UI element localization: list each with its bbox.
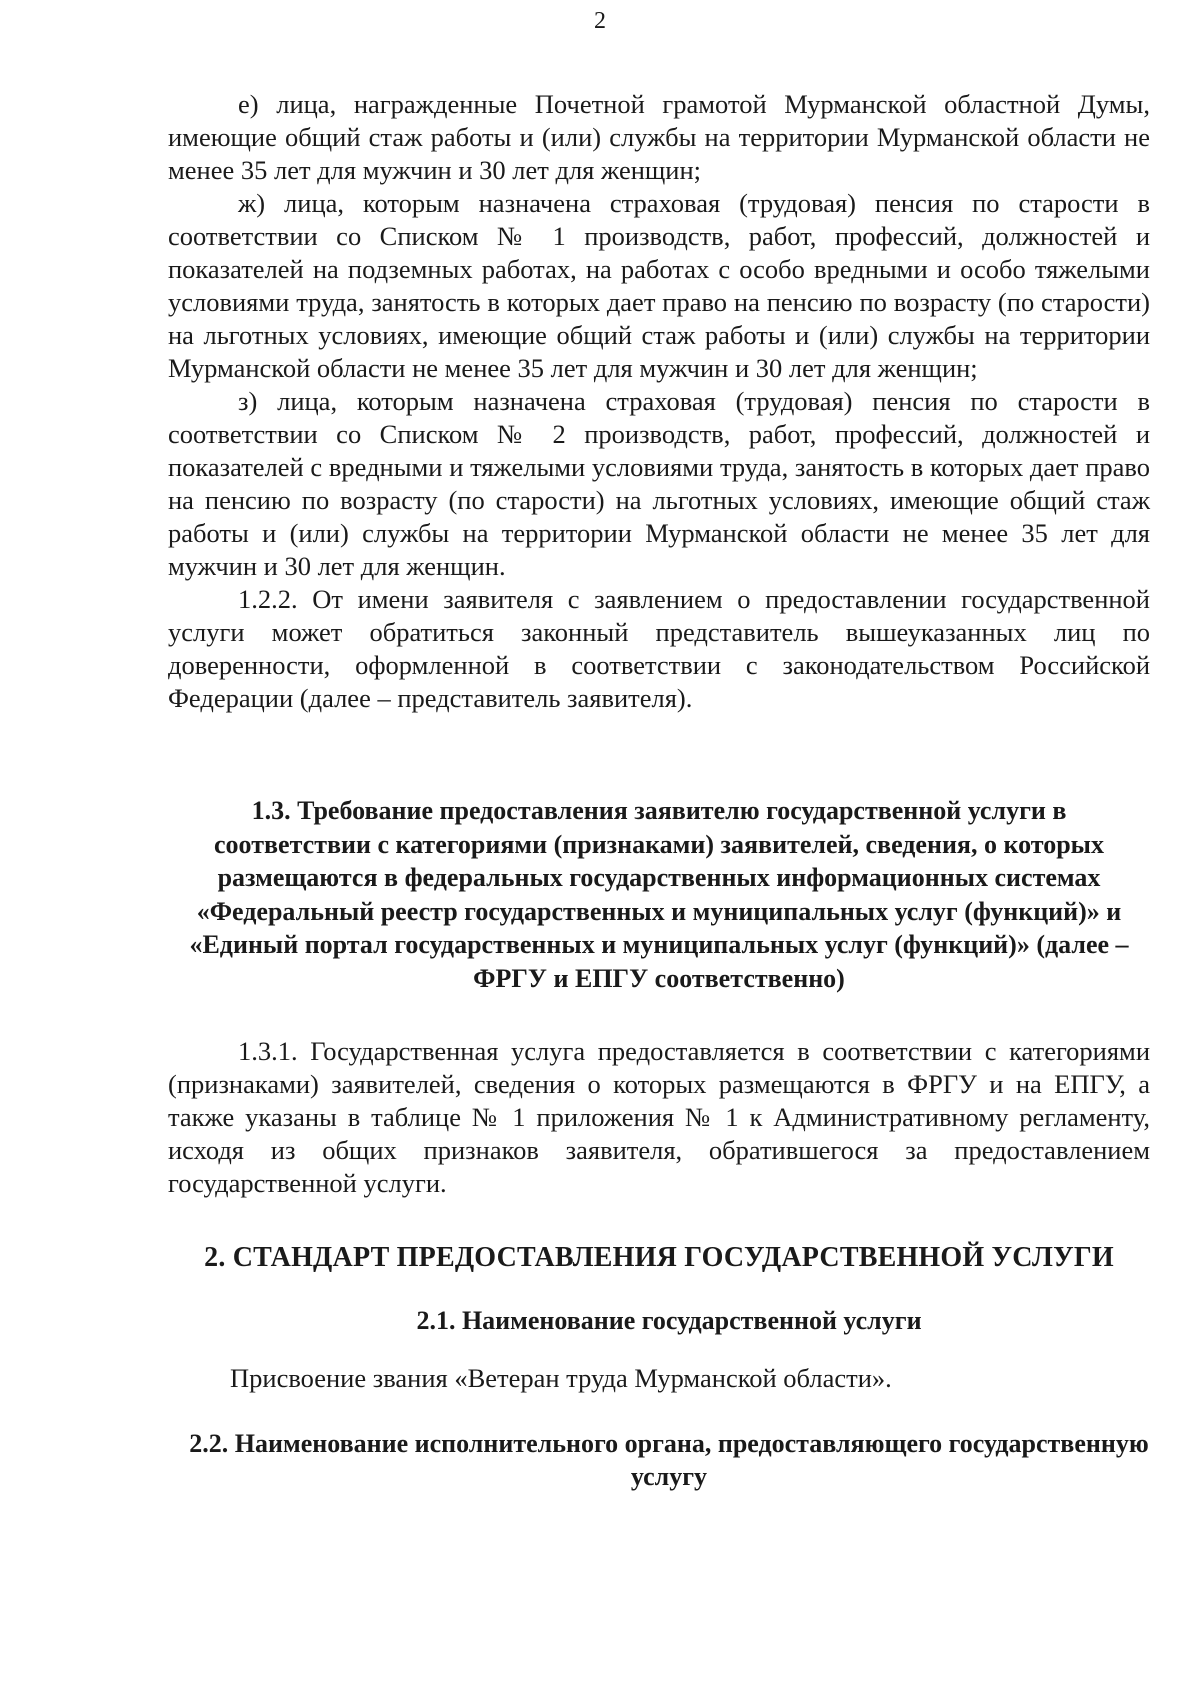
section-2-title: 2. СТАНДАРТ ПРЕДОСТАВЛЕНИЯ ГОСУДАРСТВЕННОЙ УСЛУГИ [204, 1242, 1114, 1273]
paragraph-2-1: Присвоение звания «Ветеран труда Мурманской области». [230, 1363, 892, 1393]
heading-1-3: 1.3. Требование предоставления заявителю государственной услуги в соответствии с категориями (признаками) заявителей, сведения, о которых размещаются в федеральных государственных информационных системах «Федеральный реестр государственных и муниципальных услуг (функций)» и «Единый портал государственных и муниципальных услуг (функций)» (далее – ФРГУ и ЕПГУ соответственно) [189, 796, 1129, 993]
heading-2-1: 2.1. Наименование государственной услуги [416, 1306, 922, 1335]
paragraph-1-3-1: 1.3.1. Государственная услуга предоставляется в соответствии с категориями (признаками) заявителей, сведения о которых размещаются в ФРГУ и на ЕПГУ, а также указаны в таблице № 1 приложения № 1 к Административному регламенту, исходя из общих признаков заявителя, обратившегося за предоставлением государственной услуги. [168, 1036, 1150, 1198]
heading-2-2: 2.2. Наименование исполнительного органа, предоставляющего государственную услугу [189, 1429, 1149, 1491]
paragraph-item-e: е) лица, награжденные Почетной грамотой Мурманской областной Думы, имеющие общий стаж работы и (или) службы на территории Мурманской области не менее 35 лет для мужчин и 30 лет для женщин; [168, 89, 1150, 185]
paragraph-1-2-2: 1.2.2. От имени заявителя с заявлением о предоставлении государственной услуги может обратиться законный представитель вышеуказанных лиц по доверенности, оформленной в соответствии с законодательством Российской Федерации (далее – представитель заявителя). [168, 584, 1150, 713]
paragraph-item-z: з) лица, которым назначена страховая (трудовая) пенсия по старости в соответствии со Списком № 2 производств, работ, профессий, должностей и показателей с вредными и тяжелыми условиями труда, занятость в которых дает право на пенсию по возрасту (по старости) на льготных условиях, имеющие общий стаж работы и (или) службы на территории Мурманской области не менее 35 лет для мужчин и 30 лет для женщин. [168, 386, 1150, 581]
document-body [168, 88, 1150, 1493]
paragraph-item-zh: ж) лица, которым назначена страховая (трудовая) пенсия по старости в соответствии со Списком № 1 производств, работ, профессий, должностей и показателей на подземных работах, на работах с особо вредными и особо тяжелыми условиями труда, занятость в которых дает право на пенсию по возрасту (по старости) на льготных условиях, имеющие общий стаж работы и (или) службы на территории Мурманской области не менее 35 лет для мужчин и 30 лет для женщин; [168, 188, 1150, 383]
page-number: 2 [594, 8, 606, 34]
